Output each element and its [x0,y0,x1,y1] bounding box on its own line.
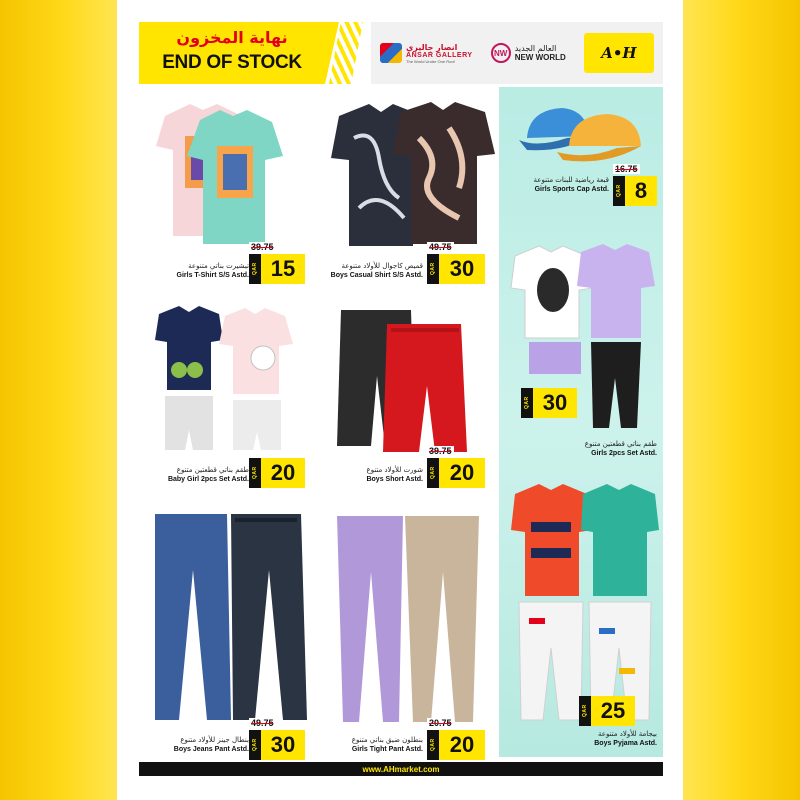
new-world-logo [491,43,566,63]
price-value: 8 [634,178,648,203]
price-tag [427,730,485,760]
product-name-ar: بنطال جينز للأولاد متنوع [180,736,249,744]
footer-url-bar[interactable] [139,762,663,776]
price-tag [521,388,577,418]
old-price: 16.75 [615,164,638,174]
product-name [547,730,657,748]
new-world-mark-icon: NW [491,43,511,63]
currency-label: QAR [521,388,533,418]
currency-label: QAR [427,730,439,760]
price-value: 30 [542,390,568,415]
flyer-page [117,0,683,800]
currency-label: QAR [613,176,625,206]
banner-title-en: END OF STOCK [162,52,302,73]
product-card-boys-short[interactable] [315,296,495,492]
product-name-en: Boys Jeans Pant Astd. [173,746,249,753]
product-name-en: Boys Casual Shirt S/S Astd. [330,272,423,279]
price-value: 20 [270,460,296,485]
product-card-boys-jeans[interactable] [139,504,311,758]
leggings-icon [333,512,493,722]
product-name-ar: طقم بناتي قطعتين متنوع [176,466,249,474]
product-name-en: Girls Tight Pant Astd. [351,746,423,753]
product-name [323,466,423,484]
jeans-icon [151,510,311,720]
price-tag [427,254,485,284]
price-tag [249,254,305,284]
price-value: 25 [600,698,626,723]
banner-title-ar: نهاية المخزون [176,28,288,47]
old-price: 39.75 [429,446,452,456]
product-name-en: Girls Sports Cap Astd. [534,186,609,193]
flyer-header [139,22,663,84]
product-name [509,176,609,194]
product-name-ar: قميص كاجوال للأولاد متنوعة [341,262,423,270]
currency-label: QAR [249,730,261,760]
price-tag [613,176,657,206]
price-value: 30 [270,732,296,757]
currency-label: QAR [249,254,261,284]
currency-label: QAR [427,254,439,284]
product-name-en: Girls T-Shirt S/S Astd. [176,272,249,279]
product-name [149,466,249,484]
price-value: 30 [449,256,475,281]
product-name-en: Boys Short Astd. [366,476,423,483]
product-card-boys-pyjama[interactable] [499,476,663,758]
currency-label: QAR [427,458,439,488]
product-name-ar: بيجامة للأولاد متنوعة [598,730,657,738]
product-card-girls-tshirt[interactable] [139,92,311,288]
price-value: 20 [449,460,475,485]
product-name-ar: تيشيرت بناتي متنوعة [188,262,249,270]
product-card-girls-sports-cap[interactable] [499,92,663,204]
outfit-set-icon [149,300,309,460]
product-name [149,262,249,280]
ah-logo: A•H [584,33,654,73]
ansar-mark-icon [380,43,402,63]
product-name-en: Boys Pyjama Astd. [594,740,657,747]
product-name-ar: بنطلون ضيق بناتي متنوع [351,736,423,744]
pyjama-icon [509,478,659,726]
ansar-tagline: The World Under One Roof [406,58,455,64]
product-name-ar: قبعة رياضية للبنات متنوعة [533,176,609,184]
product-card-girls-set[interactable] [499,236,663,460]
product-card-girls-tight[interactable] [315,504,495,758]
product-name [149,736,249,754]
product-name-en: Baby Girl 2pcs Set Astd. [167,476,249,483]
product-name [323,736,423,754]
old-price: 39.75 [251,242,274,252]
shorts-icon [331,306,491,456]
currency-label: QAR [249,458,261,488]
currency-label: QAR [579,696,591,726]
price-tag [249,458,305,488]
new-world-name-en: NEW WORLD [514,53,566,62]
cap-icon [507,98,657,168]
ansar-name-en: ANSAR GALLERY [406,51,473,59]
product-card-baby-girl-set[interactable] [139,296,311,492]
footer-url[interactable]: www.AHmarket.com [362,764,440,774]
old-price: 20.75 [429,718,452,728]
old-price: 49.75 [251,718,274,728]
ansar-name-ar: انصار جاليري [406,42,458,52]
price-tag [579,696,635,726]
price-value: 15 [270,256,296,281]
price-value: 20 [449,732,475,757]
ansar-gallery-logo [380,43,473,64]
product-name-ar: شورت للأولاد متنوع [366,466,423,474]
old-price: 49.75 [429,242,452,252]
product-name [313,262,423,280]
shirt-icon [319,98,495,248]
brand-logos [371,22,663,84]
product-name-en: Girls 2pcs Set Astd. [591,450,657,457]
new-world-name-ar: العالم الجديد [514,44,557,53]
price-tag [249,730,305,760]
product-card-boys-casual-shirt[interactable] [315,92,495,288]
price-tag [427,458,485,488]
product-name [547,440,657,458]
tshirt-icon [145,96,295,246]
product-name-ar: طقم بناتي قطعتين متنوع [584,440,657,448]
